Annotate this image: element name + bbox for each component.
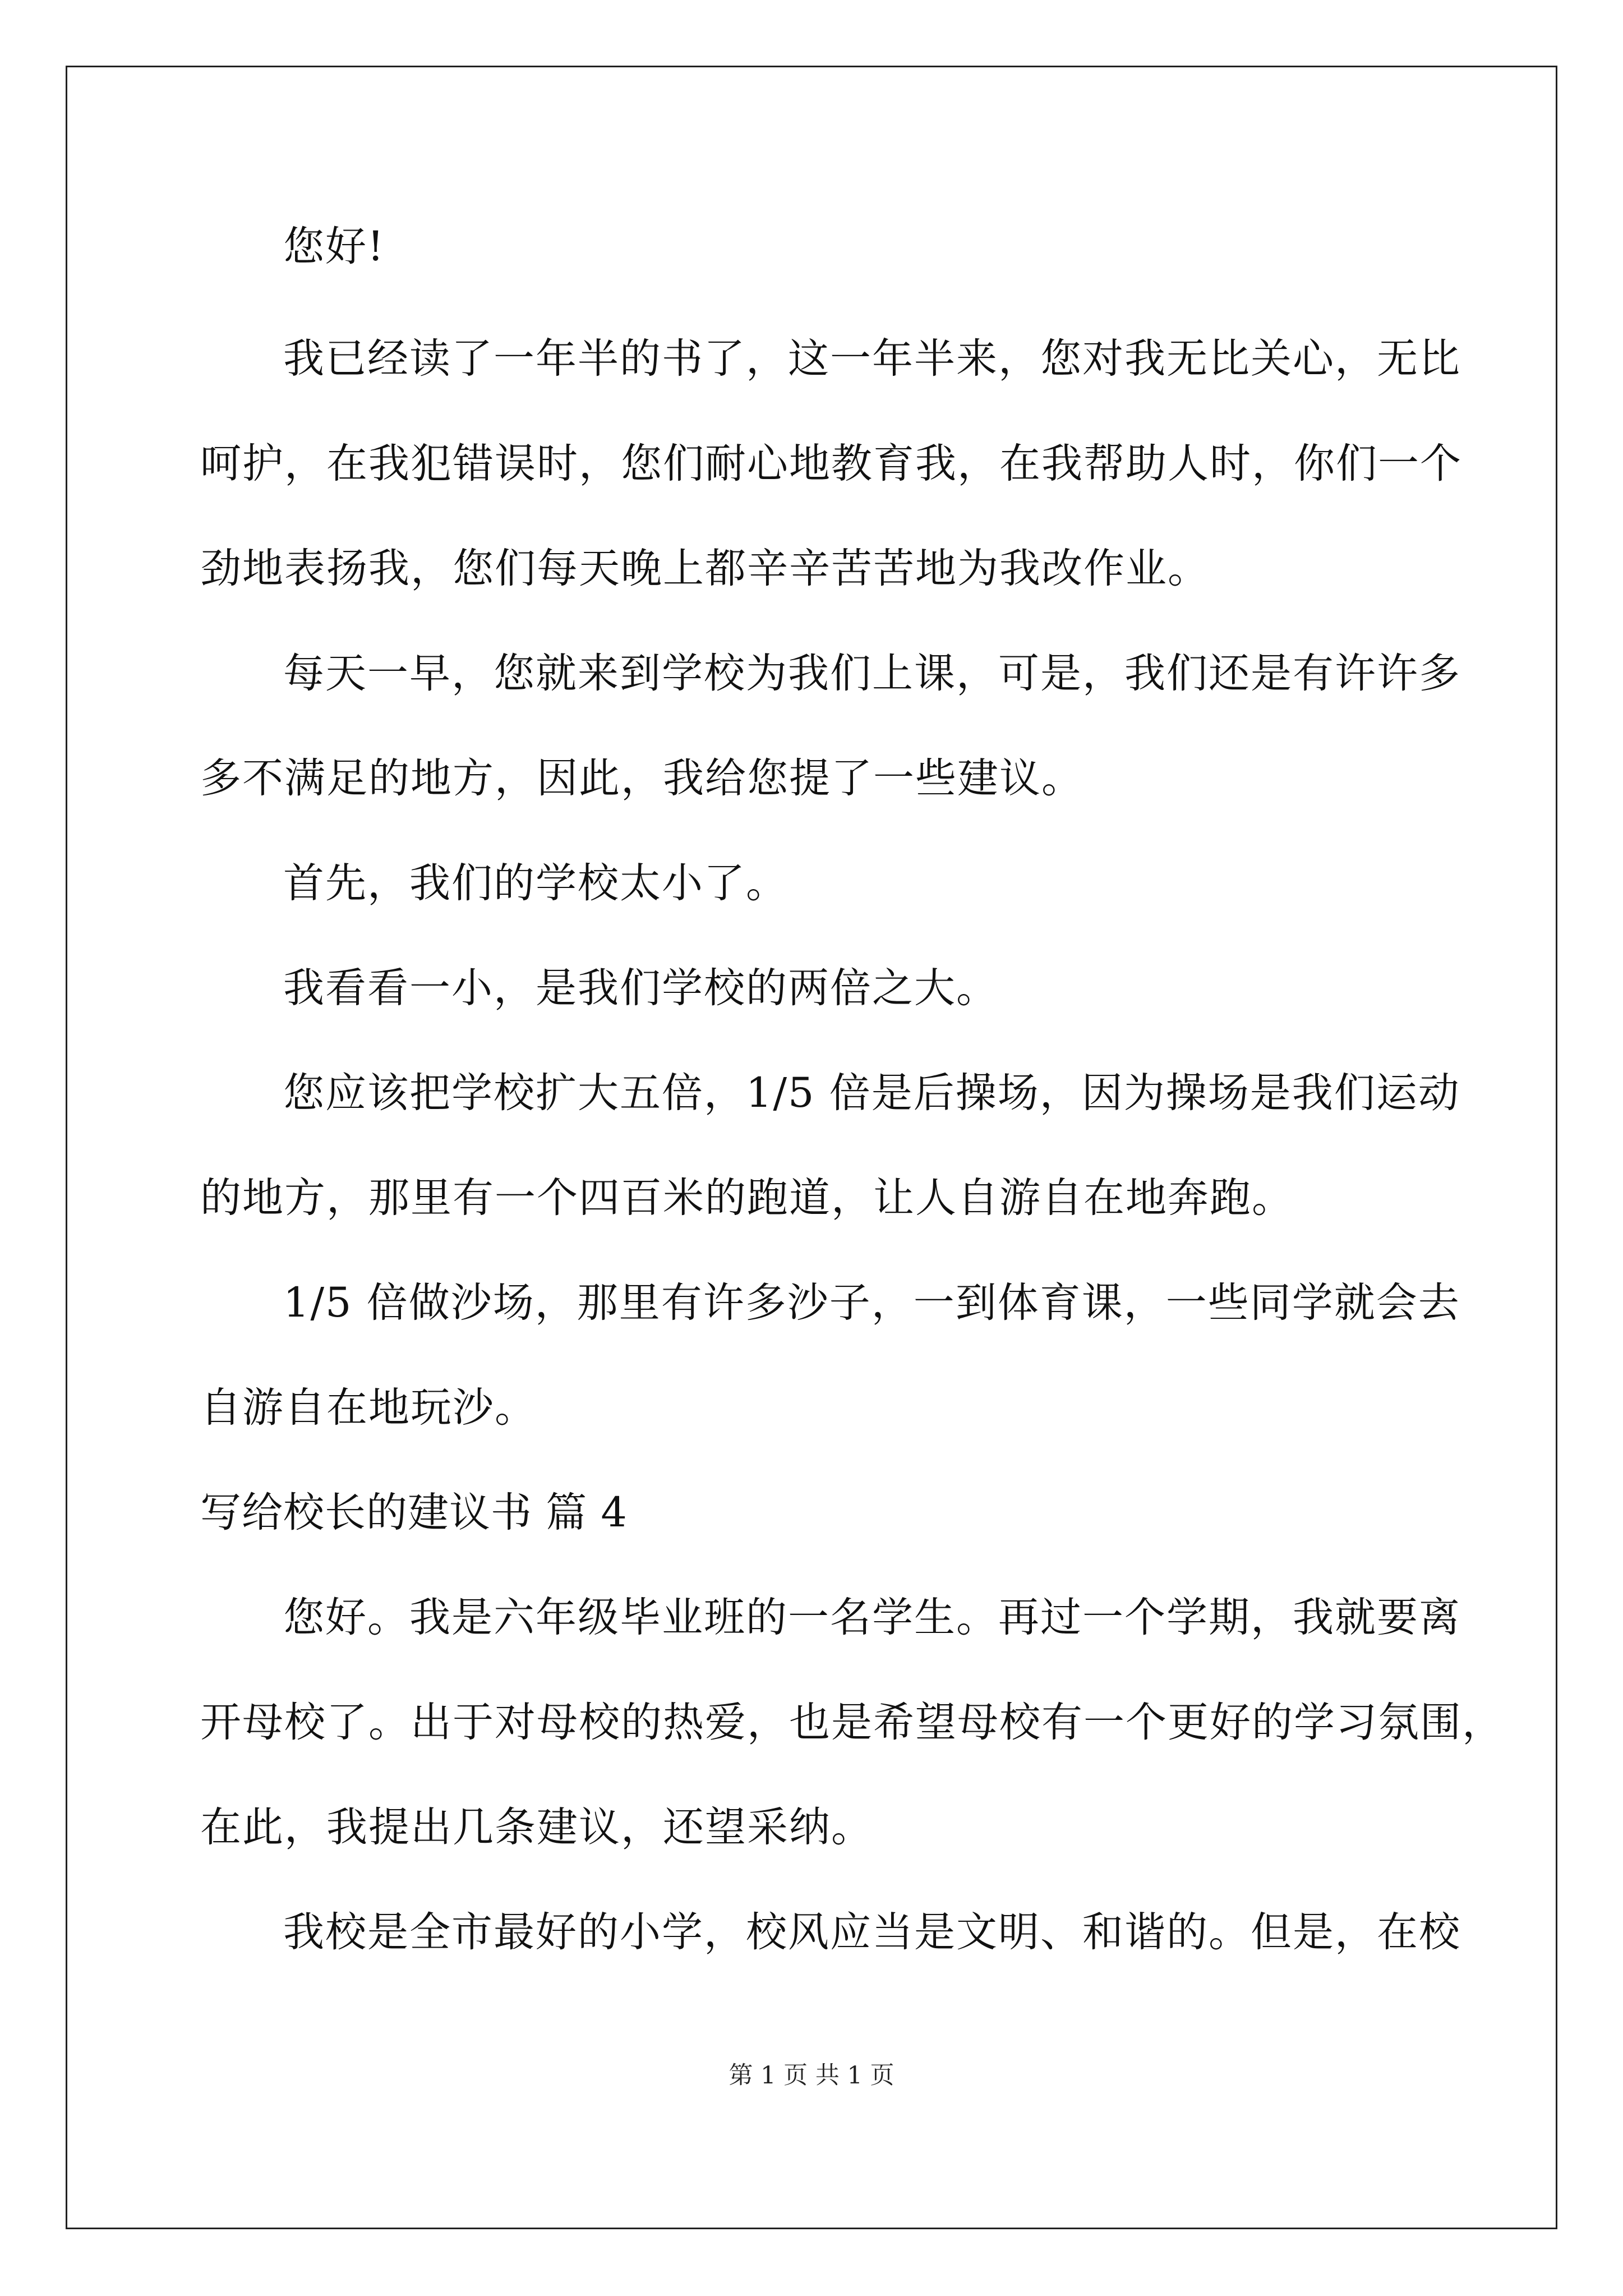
- paragraph-line: 自游自在地玩沙。: [200, 1384, 537, 1432]
- page-number-footer: 第 1 页 共 1 页: [728, 2062, 895, 2090]
- paragraph-line: 我看看一小，是我们学校的两倍之大。: [283, 964, 998, 1012]
- paragraph-line: 您好。我是六年级毕业班的一名学生。再过一个学期，我就要离: [283, 1594, 1461, 1641]
- paragraph-line: 每天一早，您就来到学校为我们上课，可是，我们还是有许许多: [283, 650, 1461, 697]
- paragraph-line: 多不满足的地方，因此，我给您提了一些建议。: [200, 754, 1083, 802]
- paragraph-line: 劲地表扬我，您们每天晚上都辛辛苦苦地为我改作业。: [200, 545, 1210, 592]
- paragraph-line: 呵护，在我犯错误时，您们耐心地教育我，在我帮助人时，你们一个: [200, 440, 1462, 487]
- paragraph-line: 的地方，那里有一个四百米的跑道，让人自游自在地奔跑。: [200, 1174, 1294, 1222]
- paragraph-line: 我已经读了一年半的书了，这一年半来，您对我无比关心，无比: [283, 335, 1461, 383]
- paragraph-line: 您应该把学校扩大五倍，1/5 倍是后操场，因为操场是我们运动: [283, 1069, 1460, 1117]
- paragraph-line: 在此，我提出几条建议，还望采纳。: [200, 1803, 873, 1851]
- paragraph-line: 首先，我们的学校太小了。: [283, 859, 788, 907]
- paragraph-line: 1/5 倍做沙场，那里有许多沙子，一到体育课，一些同学就会去: [283, 1279, 1460, 1327]
- paragraph-line: 我校是全市最好的小学，校风应当是文明、和谐的。但是，在校: [283, 1908, 1461, 1956]
- paragraph-line: 开母校了。出于对母校的热爱，也是希望母校有一个更好的学习氛围，: [200, 1699, 1504, 1746]
- section-heading: 写给校长的建议书 篇 4: [200, 1489, 628, 1536]
- greeting-line: 您好!: [283, 223, 385, 270]
